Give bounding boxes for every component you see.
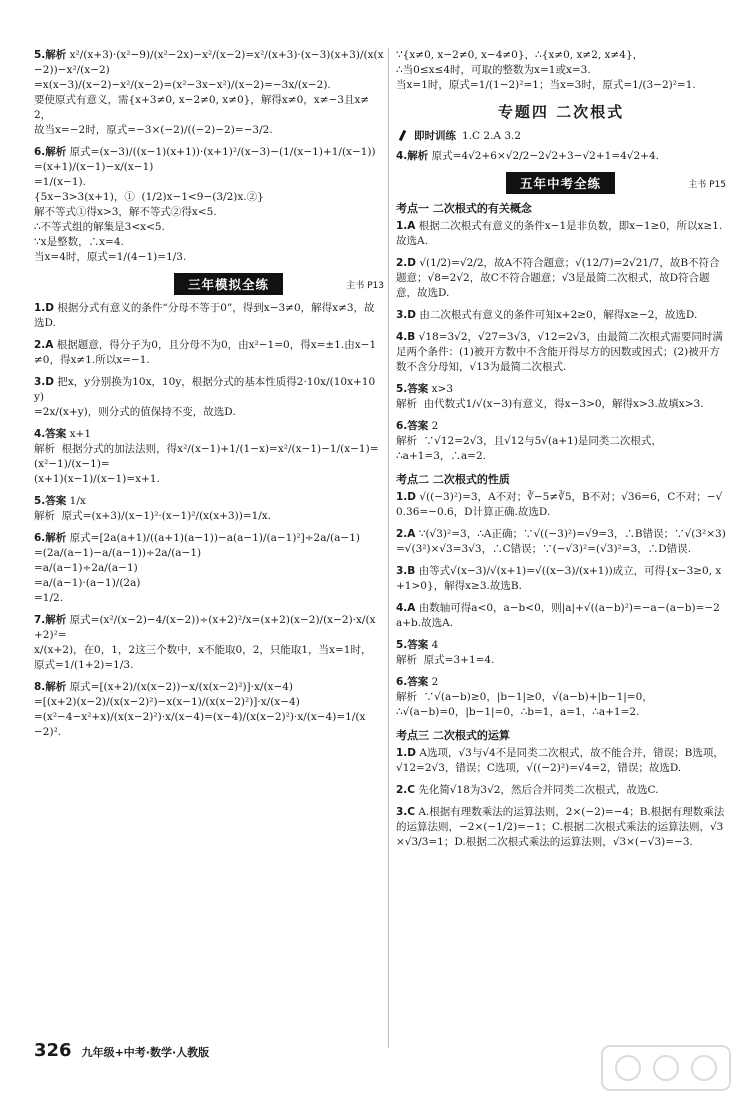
- s2-q3: [396, 564, 726, 594]
- entry-text: A.根据有理数乘法的运算法则，2×(−2)=−4；B.根据有理数乘法的运算法则，−2×(−1/2)=−1；C.根据二次根式乘法的运算法则，√3×√3/3=1；D.根据二次根式乘法的运算法则，√3×(−√3)=−3.: [396, 806, 725, 848]
- s3-q3: [396, 805, 726, 850]
- entry-label: 3.B: [396, 565, 416, 577]
- three-year-mock-banner: [34, 273, 384, 295]
- entry-label: 7.解析: [34, 614, 67, 626]
- topic-title: 专题四 二次根式: [497, 103, 625, 121]
- entry-text: √(1/2)=√2/2，故A不符合题意；√(12/7)=2√21/7，故B不符合题意；√8=2√2，故C不符合题意；√3是最简二次根式，故D符合题意，故选D.: [396, 257, 720, 299]
- entry-label: 6.解析: [34, 532, 67, 544]
- instant-drill: [396, 128, 726, 143]
- entry-text: 根据题意，得分子为0，且分母不为0，由x²−1=0，得x=±1.由x−1≠0，得x≠1.所以x=−1.: [34, 339, 377, 366]
- section-title: 考点一 二次根式的有关概念: [396, 202, 532, 215]
- entry-label: 2.C: [396, 784, 416, 796]
- s2-q2: [396, 527, 726, 557]
- s2-q4: [396, 601, 726, 631]
- mock-q5: [34, 494, 384, 524]
- entry-text: √18=3√2，√27=3√3，√12=2√3，由最简二次根式需要同时满足两个条件：(1)被开方数中不含能开得尽方的因数或因式；(2)被开方数不含分母知，√13为最简二次根式.: [396, 331, 723, 373]
- s1-q1: [396, 219, 726, 249]
- entry-label: 5.答案: [396, 639, 429, 651]
- right-column: [396, 48, 726, 857]
- entry-label: 2.A: [34, 339, 54, 351]
- s2-q6: [396, 675, 726, 720]
- drill-label: 即时训练: [414, 130, 456, 142]
- entry-text: 把x，y分别换为10x，10y，根据分式的基本性质得2·10x/(10x+10y) =2x/(x+y)，则分式的值保持不变，故选D.: [34, 376, 376, 418]
- five-year-exam-banner: [396, 172, 726, 194]
- left-q5-analysis: [34, 48, 384, 138]
- banner-ref: 主书 P13: [346, 280, 384, 291]
- s1-q5: [396, 382, 726, 412]
- page-footer: [34, 1040, 209, 1061]
- s1-q2: [396, 256, 726, 301]
- mock-q8: [34, 680, 384, 740]
- entry-label: 5.解析: [34, 49, 67, 61]
- entry-text: √((−3)²)=3，A不对；∛−5≠∛5，B不对；√36=6，C不对；−√0.36=−0.6，D计算正确.故选D.: [396, 491, 723, 518]
- drill-answers: 1.C 2.A 3.2: [462, 129, 522, 142]
- entry-text: 由等式√(x−3)/√(x+1)=√((x−3)/(x+1))成立，可得{x−3≥0, x+1>0}，解得x≥3.故选B.: [396, 565, 722, 592]
- mock-q1: [34, 301, 384, 331]
- entry-text: 原式=4√2+6×√2/2−2√2+3−√2+1=4√2+4.: [431, 150, 659, 162]
- pencil-icon: [396, 130, 408, 142]
- entry-text: 2 解析 ∵√12=2√3，且√12与5√(a+1)是同类二次根式， ∴a+1=3，∴a=2.: [396, 420, 662, 462]
- entry-label: 5.答案: [396, 383, 429, 395]
- page-number: 326: [34, 1040, 72, 1061]
- watermark-logo: [598, 1040, 734, 1096]
- entry-label: 4.解析: [396, 150, 429, 162]
- entry-label: 2.D: [396, 257, 417, 269]
- s1-q4: [396, 330, 726, 375]
- entry-label: 1.D: [396, 747, 417, 759]
- entry-text: 2 解析 ∵√(a−b)≥0，|b−1|≥0，√(a−b)+|b−1|=0， ∴√(a−b)=0，|b−1|=0，∴b=1，a=1，∴a+1=2.: [396, 676, 653, 718]
- entry-text: ∵(√3)²=3，∴A正确；∵√((−3)²)=√9=3，∴B错误；∵√(3²×3)=√(3²)×√3=3√3，∴C错误；∵(−√3)²=(√3)²=3，∴D错误.: [396, 528, 726, 555]
- entry-label: 4.B: [396, 331, 416, 343]
- entry-label: 4.答案: [34, 428, 67, 440]
- entry-text: 先化简√18为3√2，然后合并同类二次根式，故选C.: [418, 784, 659, 796]
- entry-label: 5.答案: [34, 495, 67, 507]
- entry-label: 6.解析: [34, 146, 67, 158]
- s3-q1: [396, 746, 726, 776]
- entry-text: 原式=[(x+2)/(x(x−2))−x/(x(x−2)²)]·x/(x−4) =[(x+2)(x−2)/(x(x−2)²)−x(x−1)/(x(x−2)²)]·x/(x−4) =(x²−4−x²+x)/(x(x−2)²)·x/(x−4)=(x−4)/(x(x−2)²)·x/(x−4)=1/(x−2)².: [34, 681, 366, 738]
- right-continuation: [396, 48, 726, 93]
- column-divider: [388, 48, 389, 1048]
- banner-ref: 主书 P15: [688, 179, 726, 190]
- entry-label: 1.D: [396, 491, 417, 503]
- entry-text: 根据分式有意义的条件“分母不等于0”，得到x−3≠0，解得x≠3，故选D.: [34, 302, 375, 329]
- entry-text: x+1 解析 根据分式的加法法则，得x²/(x−1)+1/(1−x)=x²/(x−1)−1/(x−1)=(x²−1)/(x−1)= (x+1)(x−1)/(x−1)=x+1.: [34, 428, 379, 485]
- entry-text: 原式=(x−3)/((x−1)(x+1))·(x+1)²/(x−3)−(1/(x−1)+1/(x−1))=(x+1)/(x−1)−x/(x−1) =1/(x−1). {5x−3>3(x+1)，① (1/2)x−1<9−(3/2)x.②} 解不等式①得x>3，解不等式②得x<5. ∴不等式组的解集是3<x<5. ∵x是整数，∴x=4. 当x=4时，原式=1/(4−1)=1/3.: [34, 146, 376, 263]
- left-q6-analysis: [34, 145, 384, 265]
- entry-text: A选项，√3与√4不是同类二次根式，故不能合并，错误；B选项，√12=2√3，错误；C选项，√((−2)²)=√4=2，错误；故选D.: [396, 747, 724, 774]
- entry-label: 3.D: [34, 376, 55, 388]
- mock-q3: [34, 375, 384, 420]
- entry-label: 2.A: [396, 528, 416, 540]
- entry-text: 1/x 解析 原式=(x+3)/(x−1)²·(x−1)²/(x(x+3))=1/x.: [34, 495, 272, 522]
- s2-q1: [396, 490, 726, 520]
- s2-q5: [396, 638, 726, 668]
- banner-title: 三年模拟全练: [174, 273, 283, 295]
- entry-text: x>3 解析 由代数式1/√(x−3)有意义，得x−3>0，解得x>3.故填x>3.: [396, 383, 704, 410]
- mock-q4: [34, 427, 384, 487]
- entry-text: 由数轴可得a<0，a−b<0，则|a|+√((a−b)²)=−a−(a−b)=−2a+b.故选A.: [396, 602, 720, 629]
- banner-title: 五年中考全练: [506, 172, 615, 194]
- drill-q4: [396, 149, 726, 164]
- mock-q6: [34, 531, 384, 606]
- entry-label: 3.C: [396, 806, 416, 818]
- entry-text: 原式=(x²/(x−2)−4/(x−2))÷(x+2)²/x=(x+2)(x−2)/(x−2)·x/(x+2)²= x/(x+2)，在0，1，2这三个数中，x不能取0，2，只能取1，当x=1时， 原式=1/(1+2)=1/3.: [34, 614, 376, 671]
- section-title: 考点三 二次根式的运算: [396, 729, 510, 742]
- entry-text: 原式=[2a(a+1)/((a+1)(a−1))−a(a−1)/(a−1)²]÷2a/(a−1) =(2a/(a−1)−a/(a−1))÷2a/(a−1) =a/(a−1)÷2a/(a−1) =a/(a−1)·(a−1)/(2a) =1/2.: [34, 532, 360, 604]
- entry-text: 4 解析 原式=3+1=4.: [396, 639, 495, 666]
- mock-q2: [34, 338, 384, 368]
- entry-label: 8.解析: [34, 681, 67, 693]
- book-title: 九年级+中考·数学·人教版: [81, 1046, 210, 1059]
- entry-label: 4.A: [396, 602, 416, 614]
- entry-label: 6.答案: [396, 676, 429, 688]
- mock-q7: [34, 613, 384, 673]
- s1-q6: [396, 419, 726, 464]
- left-column: [34, 48, 384, 747]
- entry-text: x²/(x+3)·(x²−9)/(x²−2x)−x²/(x−2)=x²/(x+3)·(x−3)(x+3)/(x(x−2))−x²/(x−2) =x(x−3)/(x−2)−x²/(x−2)=(x²−3x−x²)/(x−2)=−3x/(x−2). 要使原式有意义，需{x+3≠0, x−2≠0, x≠0}，解得x≠0，x≠−3且x≠2， 故当x=−2时，原式=−3×(−2)/((−2)−2)=−3/2.: [34, 49, 384, 136]
- entry-label: 3.D: [396, 309, 417, 321]
- entry-text: ∵{x≠0, x−2≠0, x−4≠0}，∴{x≠0, x≠2, x≠4}， ∴当0≤x≤4时，可取的整数为x=1或x=3. 当x=1时，原式=1/(1−2)²=1；当x=3时，原式=1/(3−2)²=1.: [396, 49, 696, 91]
- s1-q3: [396, 308, 726, 323]
- entry-text: 根据二次根式有意义的条件x−1是非负数，即x−1≥0，所以x≥1.故选A.: [396, 220, 723, 247]
- entry-text: 由二次根式有意义的条件可知x+2≥0，解得x≥−2，故选D.: [419, 309, 698, 321]
- entry-label: 6.答案: [396, 420, 429, 432]
- entry-label: 1.D: [34, 302, 55, 314]
- entry-label: 1.A: [396, 220, 416, 232]
- section-title: 考点二 二次根式的性质: [396, 473, 510, 486]
- s3-q2: [396, 783, 726, 798]
